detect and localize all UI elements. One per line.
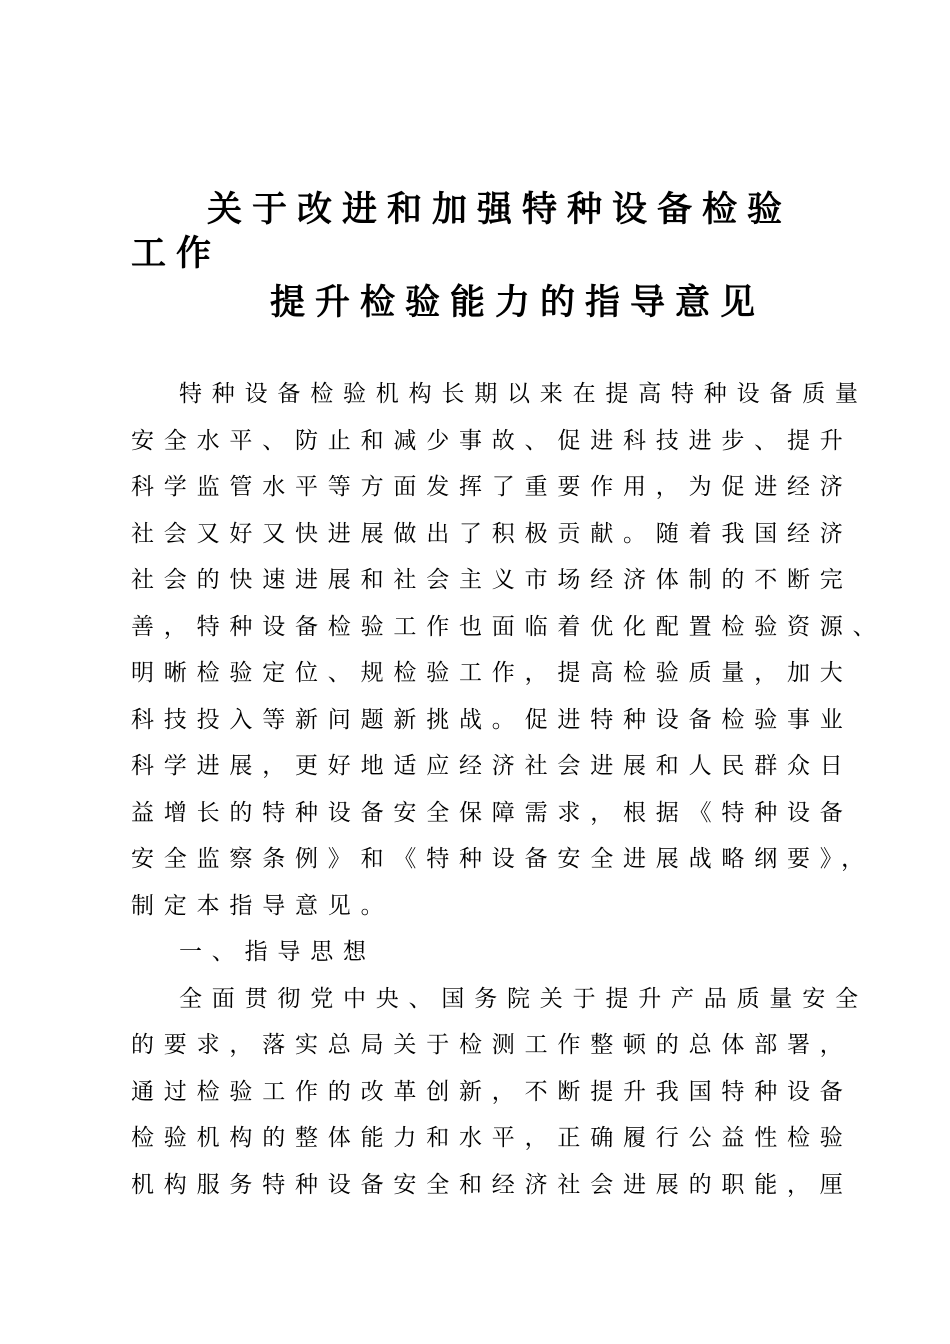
section-heading-guiding-ideology: 一、指导思想 <box>179 939 376 965</box>
body-line: 科学进展，更好地适应经济社会进展和人民群众日 <box>131 753 853 779</box>
body-line: 特种设备检验机构长期以来在提高特种设备质量 <box>179 381 868 407</box>
body-line: 安全监察条例》和《特种设备安全进展战略纲要》， <box>131 846 874 872</box>
document-title-line-3: 提升检验能力的指导意见 <box>270 283 766 323</box>
body-line: 安全水平、防止和减少事故、促进科技进步、提升 <box>131 428 853 454</box>
body-line: 机构服务特种设备安全和经济社会进展的职能，厘 <box>131 1172 853 1198</box>
body-line: 益增长的特种设备安全保障需求，根据《特种设备 <box>131 800 853 826</box>
body-line: 的要求，落实总局关于检测工作整顿的总体部署， <box>131 1032 853 1058</box>
body-line: 通过检验工作的改革创新，不断提升我国特种设备 <box>131 1079 853 1105</box>
document-title-line-2: 工作 <box>131 234 222 274</box>
body-line: 检验机构的整体能力和水平，正确履行公益性检验 <box>131 1125 853 1151</box>
body-line: 明晰检验定位、规检验工作，提高检验质量，加大 <box>131 660 853 686</box>
body-line: 科技投入等新问题新挑战。促进特种设备检验事业 <box>131 707 853 733</box>
body-line: 善，特种设备检验工作也面临着优化配置检验资源、 <box>131 614 886 640</box>
document-title-line-1: 关于改进和加强特种设备检验 <box>207 190 793 230</box>
body-line: 社会的快速进展和社会主义市场经济体制的不断完 <box>131 567 853 593</box>
body-line: 全面贯彻党中央、国务院关于提升产品质量安全 <box>179 986 868 1012</box>
body-line: 社会又好又快进展做出了积极贡献。随着我国经济 <box>131 521 853 547</box>
body-line: 科学监管水平等方面发挥了重要作用，为促进经济 <box>131 474 853 500</box>
body-line: 制定本指导意见。 <box>131 893 394 919</box>
